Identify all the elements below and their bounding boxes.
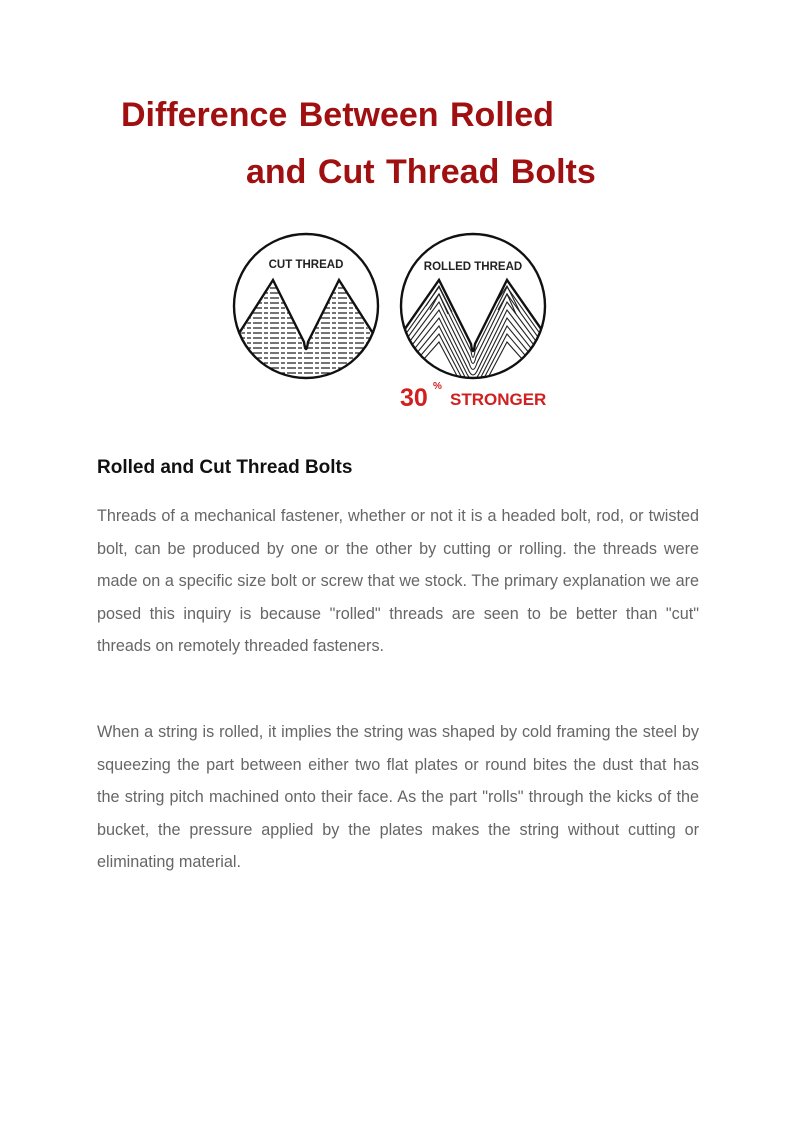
thread-comparison-illustration (226, 226, 566, 416)
title-line-2: and Cut Thread Bolts (246, 153, 596, 191)
paragraph-1: Threads of a mechanical fastener, whether or not it is a headed bolt, rod, or twisted bolt, can be produced by one or the other by cutting or rolling. the threads were made on a specific size bolt or screw that we stock. The primary explanation we are posed this inquiry is because "rolled" threads are seen to be better than "cut" threads on remotely threaded fasteners. (97, 507, 699, 656)
paragraph-2: When a string is rolled, it implies the string was shaped by cold framing the steel by squeezing the part between either two flat plates or round bites the dust that has the string pitch machined onto their face. As the part "rolls" through the kicks of the bucket, the pressure applied by the plates makes the string without cutting or eliminating material. (97, 723, 699, 872)
cut-thread-diagram (226, 226, 381, 381)
thread-comparison-figure (226, 226, 566, 416)
title-line-1: Difference Between Rolled (121, 96, 554, 134)
rolled-thread-diagram (393, 234, 553, 394)
section-heading: Rolled and Cut Thread Bolts (97, 457, 353, 478)
badge-number: 30 (400, 384, 428, 412)
badge-text: STRONGER (450, 390, 547, 409)
badge-percent: % (433, 381, 442, 392)
cut-thread-label: CUT THREAD (268, 259, 344, 271)
strength-badge (400, 381, 546, 412)
rolled-thread-label: ROLLED THREAD (423, 261, 523, 273)
